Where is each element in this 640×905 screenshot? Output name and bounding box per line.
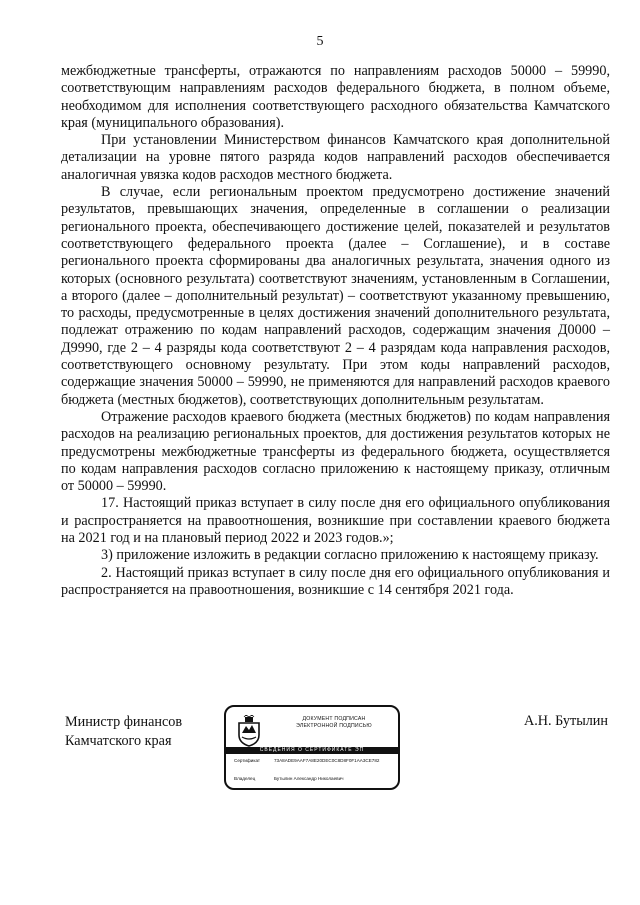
signatory-position	[65, 713, 182, 751]
certificate-row	[234, 758, 392, 764]
certificate-value: 73A8ADE9AAF7A8E20DEC0C8D8F0F1AA3CE782	[274, 758, 380, 763]
signatory-name: А.Н. Бутылин	[523, 713, 608, 729]
stamp-band: СВЕДЕНИЯ О СЕРТИФИКАТЕ ЭП	[226, 747, 398, 754]
paragraph: 3) приложение изложить в редакции согласно приложению к настоящему приказу.	[101, 547, 599, 564]
stamp-title-line: ДОКУМЕНТ ПОДПИСАН	[302, 716, 366, 722]
paragraph: 2. Настоящий приказ вступает в силу после дня его официального опубликования и распространяется на правоотношения, возникшие с 14 сентября 2021 года.	[61, 564, 610, 598]
paragraph: межбюджетные трансферты, отражаются по направлениям расходов 50000 – 59990, соответствующим направлениям расходов федерального бюджета, в полном объеме, необходимом для исполнения соответствующего расходного обязательства Камчатского края (муниципального образования).	[61, 63, 610, 131]
page-number: 5	[316, 34, 324, 49]
electronic-signature-stamp	[224, 705, 400, 790]
owner-label: Владелец	[234, 776, 256, 781]
owner-row	[234, 776, 392, 782]
paragraph: При установлении Министерством финансов Камчатского края дополнительной детализации на уровне пятого разряда кодов направлений расходов обеспечивается аналогичная увязка кодов расходов местного бюджета.	[61, 132, 610, 183]
paragraph: 17. Настоящий приказ вступает в силу после дня его официального опубликования и распространяется на правоотношения, возникшие при составлении краевого бюджета на 2021 год и на плановый период 2022 и 2023 годов.»;	[61, 495, 610, 547]
document-body	[61, 63, 610, 599]
position-line: Камчатского края	[65, 733, 172, 749]
stamp-title	[274, 716, 394, 730]
coat-of-arms-icon	[236, 715, 262, 747]
certificate-label: Сертификат	[234, 758, 261, 763]
owner-value: Бутылин Александр Николаевич	[274, 776, 344, 781]
paragraph: Отражение расходов краевого бюджета (местных бюджетов) по кодам направления расходов на реализацию региональных проектов, для достижения результатов которых не предусмотрены межбюджетные трансферты из федерального бюджета, осуществляется по кодам направления расходов согласно приложению к настоящему приказу, отличным от 50000 – 59990.	[61, 408, 610, 495]
stamp-title-line: ЭЛЕКТРОННОЙ ПОДПИСЬЮ	[296, 723, 372, 729]
paragraph: В случае, если региональным проектом предусмотрено достижение значений результатов, превышающих значения, определенные в соглашении о реализации регионального проекта, обеспечивающего достижение целей, показателей и результатов соответствующего федерального проекта (далее – Соглашение), и в составе регионального проекта сформированы два аналогичных результата, значения одного из которых (основного результата) соответствуют значениям, установленным в Соглашении, а второго (далее – дополнительный результат) – соответствуют указанному превышению, то расходы, предусмотренные в целях достижения значений дополнительного результата, подлежат отражению по кодам направлений расходов, содержащим значения Д0000 – Д9990, где 2 – 4 разряды кода соответствуют 2 – 4 разрядам кода направления расходов, соответствующего основному результату. При этом коды направлений расходов, содержащие значения 50000 – 59990, не применяются для направлений расходов краевого бюджета (местных бюджетов), соответствующих дополнительным результатам.	[61, 184, 610, 408]
position-line: Министр финансов	[65, 714, 183, 730]
